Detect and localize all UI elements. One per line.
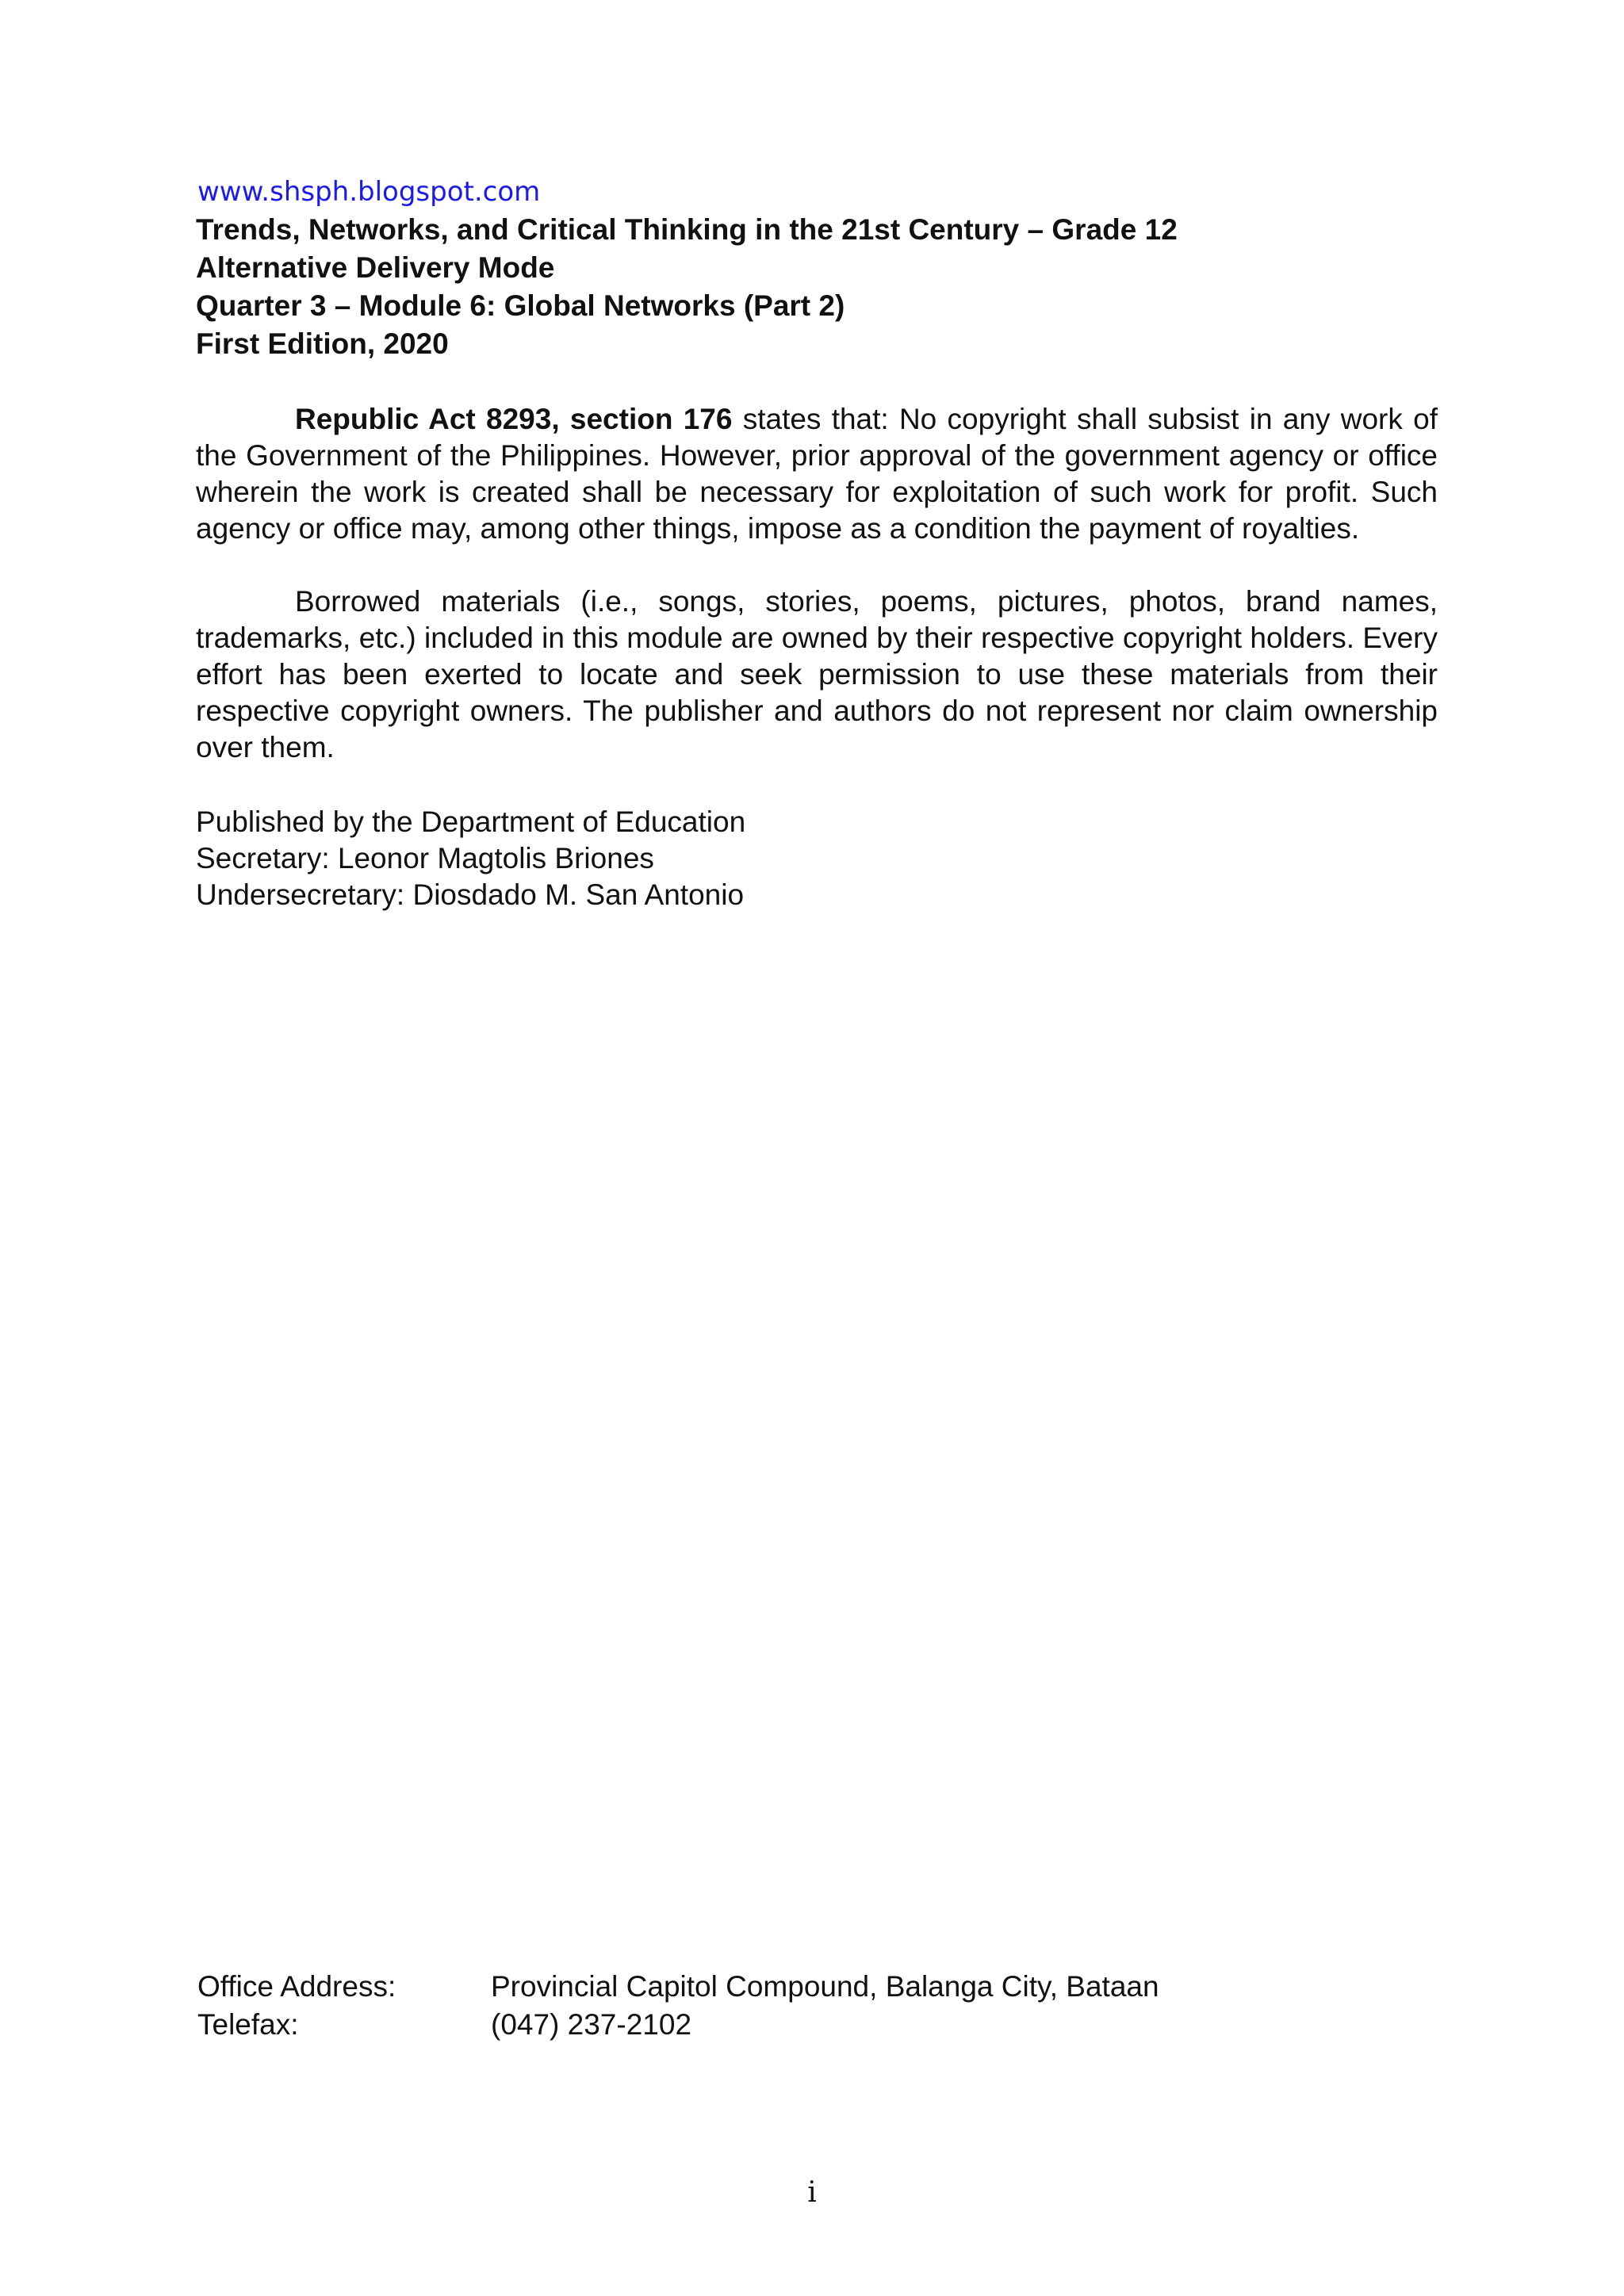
- site-link[interactable]: www.shsph.blogspot.com: [197, 176, 541, 208]
- copyright-paragraph: [196, 401, 1438, 547]
- quarter-module: Quarter 3 – Module 6: Global Networks (Part 2): [196, 289, 845, 322]
- copyright-text: states that: No copyright shall subsist in any work of the Government of the Philippines. However, prior approval of the government agency or office wherein the work is created shall be necessary for exploitation of such work for profit. Such agency or office may, among other things, impose as a condition the payment of royalties.: [196, 403, 1438, 545]
- telefax-row: [197, 2006, 1159, 2044]
- published-by: Published by the Department of Education: [196, 806, 746, 838]
- copyright-lead: Republic Act 8293, section 176: [295, 403, 733, 435]
- edition: First Edition, 2020: [196, 327, 449, 360]
- office-address-row: [197, 1968, 1159, 2006]
- telefax-label: Telefax:: [197, 2008, 299, 2041]
- telefax-value: (047) 237-2102: [491, 2008, 692, 2041]
- page-number: i: [807, 2176, 817, 2209]
- module-title: Trends, Networks, and Critical Thinking in the 21st Century – Grade 12: [196, 213, 1178, 246]
- publisher-block: [196, 804, 745, 913]
- undersecretary: Undersecretary: Diosdado M. San Antonio: [196, 878, 745, 911]
- office-address-label: Office Address:: [197, 1970, 396, 2003]
- office-address-value: Provincial Capitol Compound, Balanga City, Bataan: [491, 1970, 1159, 2003]
- delivery-mode: Alternative Delivery Mode: [196, 251, 555, 284]
- office-info: [197, 1968, 1159, 2044]
- borrowed-materials-paragraph: Borrowed materials (i.e., songs, stories, poems, pictures, photos, brand names, trademarks, etc.) included in this module are owned by their respective copyright holders. Every effort has been exerted to locate and seek permission to use these materials from their respective copyright owners. The publisher and authors do not represent nor claim ownership over them.: [196, 585, 1438, 763]
- module-title-block: [196, 211, 1480, 363]
- secretary: Secretary: Leonor Magtolis Briones: [196, 842, 654, 874]
